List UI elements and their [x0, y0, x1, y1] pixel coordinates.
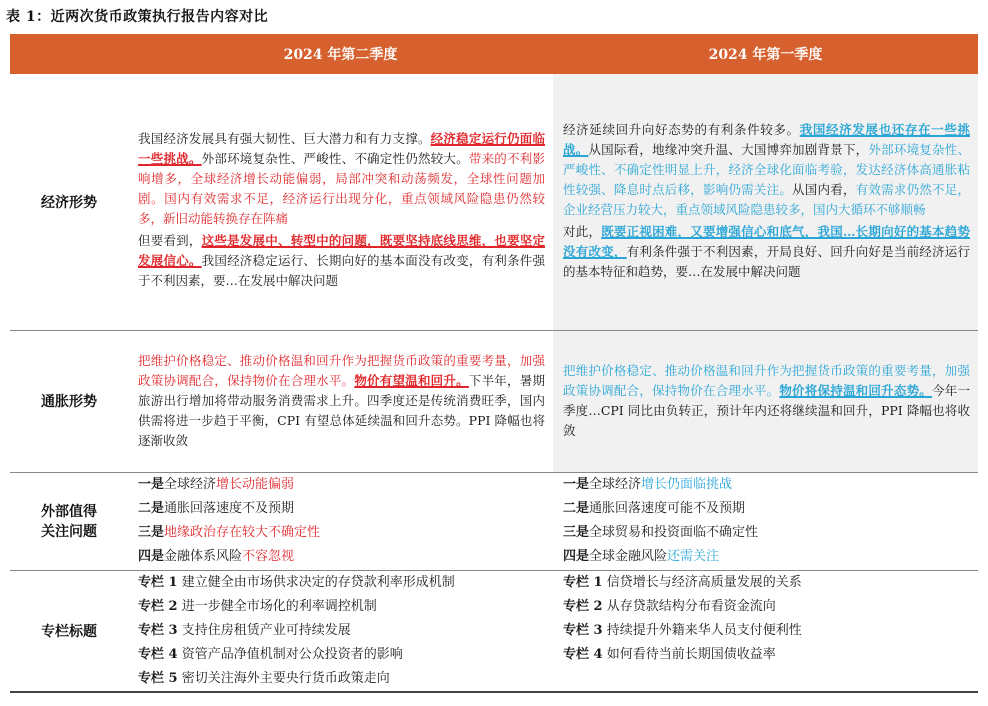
list-item: 专栏 3 持续提升外籍来华人员支付便利性 — [563, 622, 802, 638]
list-item: 专栏 1 信贷增长与经济高质量发展的关系 — [563, 574, 802, 590]
economy-q1-para-2 — [563, 222, 970, 282]
cell-external-q1 — [553, 472, 978, 570]
economy-q2-para-1 — [138, 129, 545, 229]
text-span: 从国际看，地缘冲突升温、大国博弈加剧背景下， — [588, 141, 869, 157]
row-external-issues — [10, 472, 978, 570]
row-columns — [10, 570, 978, 692]
list-item: 四是金融体系风险不容忽视 — [138, 549, 295, 564]
label-line-1: 外部值得 — [41, 504, 97, 520]
text-span: 下半年，暑期旅游出行增加将带动服务消费需求上升。四季度还是传统消费旺季，国内供需将进一步趋于平衡，CPI 有望总体延续温和回升态势。PPI 降幅也将逐渐收敛 — [138, 373, 545, 448]
label-line-2: 关注问题 — [41, 524, 97, 540]
header-label-col — [10, 34, 128, 74]
list-item: 三是全球贸易和投资面临不确定性 — [563, 525, 759, 540]
highlight-span: 既要正视困难，又要增强信心和底气，我国…长期向好的基本趋势没有改变， — [563, 223, 970, 259]
cell-columns-q1 — [553, 570, 978, 692]
highlight-span: 我国经济发展也还存在一些挑战。 — [563, 121, 970, 157]
cell-columns-q2 — [128, 570, 553, 692]
comparison-table — [10, 74, 978, 693]
table-caption: 表 1：近两次货币政策执行报告内容对比 — [6, 9, 269, 25]
highlight-span: 外部环境复杂性、严峻性、不确定性明显上升，经济全球化面临考验，发达经济体高通胀粘性较强、降息时点后移，影响仍需关注。 — [563, 141, 970, 197]
highlight-span: 带来的不利影响增多，全球经济增长动能偏弱，局部冲突和动荡频发，全球性问题加剧。国内有效需求不足，经济运行出现分化，重点领域风险隐患仍然较多，新旧动能转换存在阵痛 — [138, 150, 545, 226]
highlight-span: 物价有望温和回升。 — [354, 373, 469, 388]
cell-economy-q2 — [128, 74, 553, 330]
header-2024-q2: 2024 年第二季度 — [283, 47, 398, 63]
row-label-economy: 经济形势 — [10, 74, 128, 330]
list-item: 四是全球金融风险还需关注 — [563, 549, 720, 564]
highlight-span: 物价将保持温和回升态势。 — [779, 383, 933, 398]
cell-external-q2 — [128, 472, 553, 570]
highlight-span: 把维护价格稳定、推动价格温和回升作为把握货币政策的重要考量，加强政策协调配合，保持物价在合理水平。 — [138, 353, 545, 388]
economy-q1-para-1 — [563, 120, 970, 220]
list-item: 一是全球经济增长仍面临挑战 — [563, 477, 733, 492]
text-span: 有利条件强于不利因素，开局良好、回升向好是当前经济运行的基本特征和趋势，要…在发展中解决问题 — [563, 243, 970, 279]
cell-economy-q1 — [553, 74, 978, 330]
list-item: 专栏 4 资管产品净值机制对公众投资者的影响 — [138, 646, 403, 662]
text-span: 对此， — [563, 223, 602, 239]
row-label-inflation: 通胀形势 — [10, 330, 128, 472]
economy-q2-para-2 — [138, 231, 545, 291]
text-span: 今年一季度…CPI 同比由负转正，预计年内还将继续温和回升，PPI 降幅也将收敛 — [563, 383, 970, 438]
list-item: 专栏 3 支持住房租赁产业可持续发展 — [138, 622, 351, 638]
highlight-span: 经济稳定运行仍面临一些挑战。 — [138, 130, 545, 166]
row-label-columns: 专栏标题 — [10, 570, 128, 692]
text-span: 从国内看， — [792, 181, 856, 197]
row-label-external — [10, 472, 128, 570]
list-item: 专栏 2 从存贷款结构分布看资金流向 — [563, 598, 776, 614]
highlight-span: 这些是发展中、转型中的问题，既要坚持底线思维，也要坚定发展信心。 — [138, 232, 545, 268]
list-item: 专栏 1 建立健全由市场供求决定的存贷款利率形成机制 — [138, 574, 455, 590]
text-span: 我国经济发展具有强大韧性、巨大潜力和有力支撑。 — [138, 130, 431, 146]
list-item: 二是通胀回落速度不及预期 — [138, 501, 295, 516]
row-economy — [10, 74, 978, 330]
text-span: 经济延续回升向好态势的有利条件较多。 — [563, 121, 800, 137]
list-item: 三是地缘政治存在较大不确定性 — [138, 525, 321, 540]
text-span: 外部环境复杂性、严峻性、不确定性仍然较大。 — [201, 150, 469, 166]
cell-inflation-q2 — [128, 330, 553, 472]
list-item: 专栏 5 密切关注海外主要央行货币政策走向 — [138, 670, 390, 686]
cell-inflation-q1 — [553, 330, 978, 472]
text-span: 但要看到， — [138, 232, 202, 248]
list-item: 专栏 2 进一步健全市场化的利率调控机制 — [138, 598, 377, 614]
row-inflation — [10, 330, 978, 472]
list-item: 一是全球经济增长动能偏弱 — [138, 477, 295, 492]
text-span: 我国经济稳定运行、长期向好的基本面没有改变，有利条件强于不利因素，要…在发展中解决问题 — [138, 252, 545, 288]
header-2024-q1: 2024 年第一季度 — [708, 47, 823, 63]
list-item: 专栏 4 如何看待当前长期国债收益率 — [563, 646, 776, 662]
highlight-span: 把维护价格稳定、推动价格温和回升作为把握货币政策的重要考量，加强政策协调配合，保持物价在合理水平。 — [563, 363, 970, 398]
table-header — [10, 34, 978, 74]
highlight-span: 有效需求仍然不足，企业经营压力较大，重点领域风险隐患较多，国内大循环不够顺畅 — [563, 181, 970, 217]
list-item: 二是通胀回落速度可能不及预期 — [563, 501, 746, 516]
